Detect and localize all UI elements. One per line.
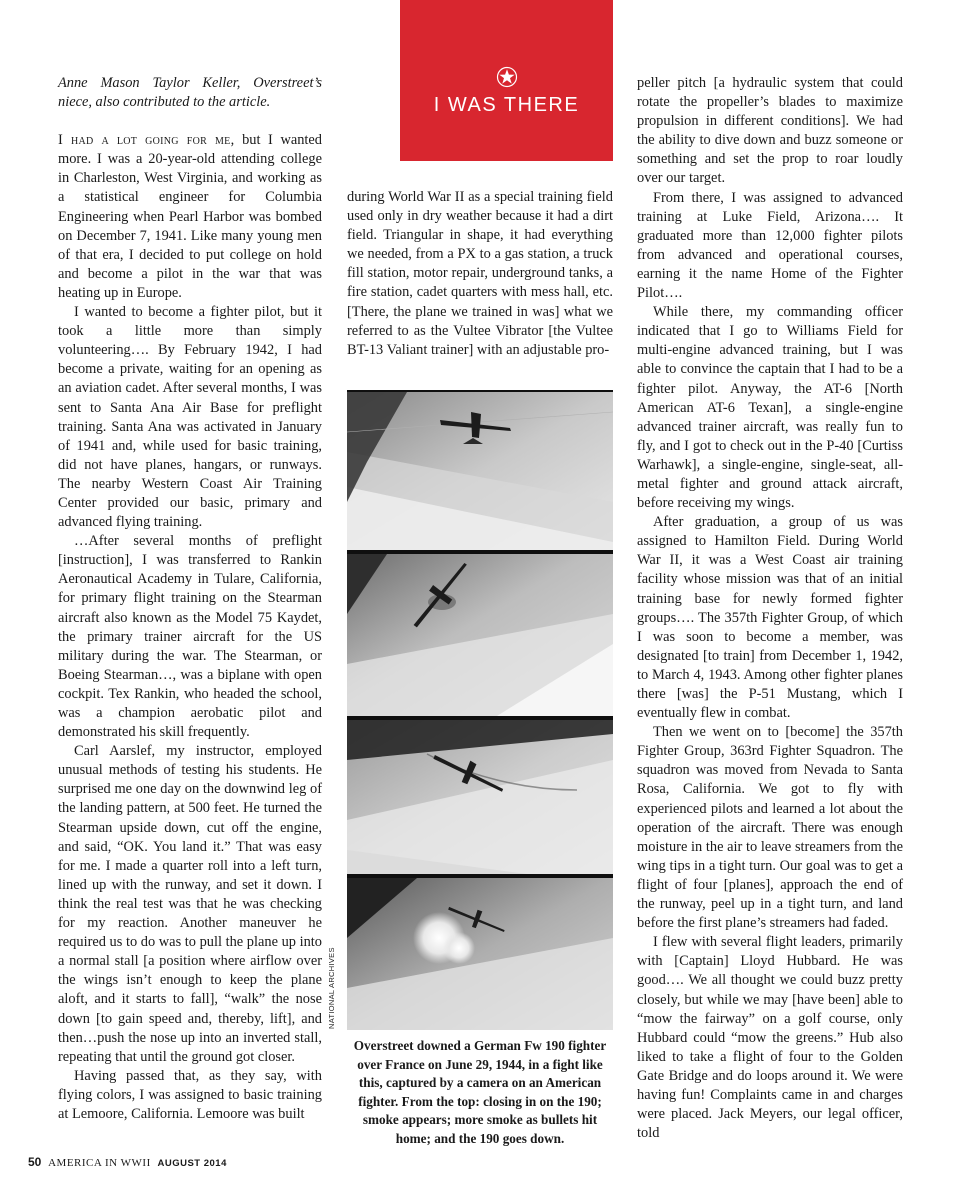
paragraph — [58, 131, 322, 303]
paragraph: From there, I was assigned to advanced training at Luke Field, Arizona…. It graduated more than 12,000 fighter pilots from advanced and operational courses, earning it the name Home of the Fighter Pilot…. — [637, 189, 903, 302]
star-in-circle-icon — [400, 66, 613, 88]
paragraph: during World War II as a special training field used only in dry weather because it had a dirt field. Triangular in shape, it had everything we needed, from a PX to a gas station, a truck fill station, motor repair, underground tanks, a fire station, cadet quarters with mess hall, etc. [There, the plane we trained in was] what we referred to as the Vultee Vibrator [the Vultee BT-13 Valiant trainer] with an adjustable pro- — [347, 189, 613, 358]
section-title: I WAS THERE — [433, 94, 580, 116]
paragraph: Carl Aarslef, my instructor, employed unusual methods of testing his students. He surprised me one day on the downwind leg of the landing pattern, at 500 feet. He turned the Stearman upside down, cut off the engine, and said, “OK. You land it.” That was easy for me. I made a quarter roll into a left turn, lined up with the runway, and set it down. I think the real test was that he was checking for my reaction. Another maneuver he required us to do was to pull the plane up into a normal stall [a position where airflow over the wings isn’t enough to keep the plane aloft, and it starts to fall], “walk” the nose down [to gain speed and, thereby, lift], and then…push the nose up into an inverted stall, repeating that until the ground got closer. — [58, 743, 322, 1065]
paragraph: Having passed that, as they say, with flying colors, I was assigned to basic training at Lemoore, California. Lemoore was built — [58, 1067, 322, 1122]
paragraph: While there, my commanding officer indicated that I go to Williams Field for multi-engine advanced training, but I was able to convince the captain that I had to be a fighter pilot. Anyway, the AT-6 [North American AT-6 Texan], a single-engine advanced trainer aircraft, was really fun to fly, and I got to check out in the P-40 [Curtiss Warhawk], a single-engine, single-seat, all-metal fighter and ground attack aircraft, before receiving my wings. — [637, 304, 903, 512]
photo-frame-more-smoke — [347, 720, 613, 874]
paragraph: I flew with several flight leaders, primarily with [Captain] Lloyd Hubbard. He was good…. We all thought we could buzz pretty closely, but while we may [have been] able to “mow the fairway” on a golf course, only Hubbard could “mow the greens.” Hub also liked to take a flight of four to the Golden Gate Bridge and do loops around it. We were having fun! Complaints came in and charges were placed. Jack Meyers, our legal officer, told — [637, 934, 903, 1142]
paragraph: Then we went on to [become] the 357th Fighter Group, 363rd Fighter Squadron. The squadron was moved from Nevada to Santa Rosa, California. We got to fly with experienced pilots and learned a lot about the operation of the aircraft. There was enough moisture in the air to leave streamers from the wing tips in a tight turn. Our goal was to get a flight of four [planes], approach the end of the runway, peel up in a tight turn, and land before the first plane’s streamers had faded. — [637, 724, 903, 932]
paragraph: I wanted to become a fighter pilot, but it took a little more than simply volunteering…. By February 1942, I had become a private, waiting for an opening as an aviation cadet. After several months, I was sent to Santa Ana Air Base for preflight training. Santa Ana was activated in January of 1941 and, while used for basic training, did not have planes, hangars, or runways. The nearby Western Coast Air Training Center provided our basic, primary and advanced flying training. — [58, 304, 322, 531]
article-column-3 — [637, 74, 903, 1143]
photo-frame-closing-in — [347, 392, 613, 550]
photo-frame-smoke-appears — [347, 554, 613, 716]
photo-credit-text: NATIONAL ARCHIVES — [327, 947, 336, 1029]
article-column-1 — [58, 74, 322, 1124]
paragraph: peller pitch [a hydraulic system that could rotate the propeller’s blades to maximize propulsion in different conditions]. We had the ability to dive down and buzz someone or something and set the prop to roar loudly over our target. — [637, 75, 903, 187]
issue-date: AUGUST 2014 — [157, 1158, 227, 1169]
contributor-note: Anne Mason Taylor Keller, Overstreet’s niece, also contributed to the article. — [58, 75, 322, 111]
lead-in: I had a lot going for me, — [58, 132, 235, 149]
gun-camera-photo-sequence — [347, 390, 613, 1030]
magazine-name: AMERICA IN WWII — [48, 1157, 151, 1169]
photo-caption: Overstreet downed a German Fw 190 fighter over France on June 29, 1944, in a fight like this, captured by a camera on an American fighter. From the top: closing in on the 190; smoke appears; more smoke as bullets hit home; and the 190 goes down. — [353, 1038, 607, 1146]
paragraph: …After several months of preflight [instruction], I was transferred to Rankin Aeronautical Academy in Tulare, California, for primary flight training on the Stearman aircraft also known as the Model 75 Kaydet, the primary trainer aircraft for the US military during the war. The Stearman, or Boeing Stearman…, was a biplane with open cockpit. Tex Rankin, who headed the school, was a champion aerobatic pilot and demonstrated his skill frequently. — [58, 533, 322, 741]
article-column-2 — [347, 188, 613, 360]
page-number: 50 — [28, 1155, 42, 1169]
paragraph: After graduation, a group of us was assigned to Hamilton Field. During World War II, it was a West Coast air training facility whose mission was that of an initial training base for newly formed fighter groups…. The 357th Fighter Group, of which I was soon to become a member, was designated [to train] from December 1, 1942, to March 4, 1943. Among other fighter planes there [was] the P-51 Mustang, which I eventually flew in combat. — [637, 514, 903, 722]
page-footer — [28, 1155, 227, 1169]
section-banner — [400, 0, 613, 161]
paragraph-text: but I wanted more. I was a 20-year-old attending college in Charleston, West Virginia, and working as a statistical engineer for Columbia Engineering when Pearl Harbor was bombed on December 7, 1941. Like many young men of that era, I decided to put college on hold and become a pilot in the war that was heating up in Europe. — [58, 132, 322, 301]
photo-frame-goes-down — [347, 878, 613, 1030]
photo-credit — [323, 945, 343, 1033]
